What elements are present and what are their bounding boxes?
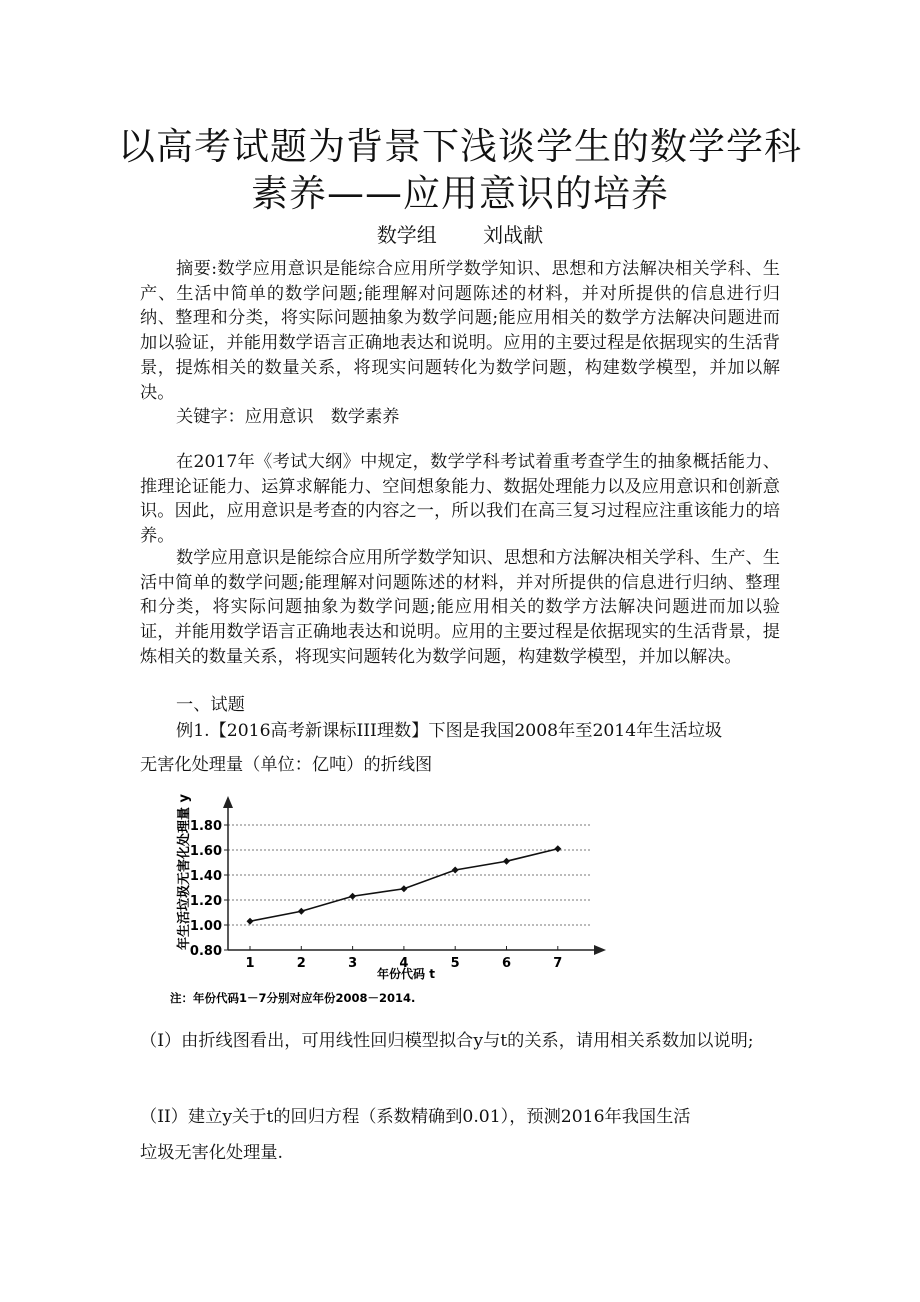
author-group: 数学组 xyxy=(376,223,437,247)
data-point xyxy=(298,908,305,915)
data-point xyxy=(452,867,459,874)
chart-note: 注：年份代码1－7分别对应年份2008－2014. xyxy=(170,991,416,1005)
title-line-1: 以高考试题为背景下浅谈学生的数学学科 xyxy=(118,125,802,168)
line-chart xyxy=(170,790,620,1015)
question-2-line-2: 垃圾无害化处理量. xyxy=(140,1143,283,1163)
x-tick-label: 2 xyxy=(296,956,306,971)
data-point xyxy=(554,845,561,852)
series-line xyxy=(250,849,558,922)
y-tick-label: 1.20 xyxy=(189,894,222,909)
data-point xyxy=(247,918,254,925)
data-point xyxy=(503,858,510,865)
section-heading: 一、试题 xyxy=(176,695,245,715)
chart-axes xyxy=(190,796,606,971)
example-1-line-1: 例1.【2016高考新课标III理数】下图是我国2008年至2014年生活垃圾 xyxy=(176,721,723,741)
example-1-line-2: 无害化处理量（单位：亿吨）的折线图 xyxy=(140,755,433,775)
y-tick-label: 1.00 xyxy=(189,919,222,934)
question-1: （I）由折线图看出，可用线性回归模型拟合y与t的关系，请用相关系数加以说明; xyxy=(140,1031,754,1051)
x-tick-label: 7 xyxy=(553,956,563,971)
x-tick-label: 5 xyxy=(450,956,460,971)
x-tick-label: 4 xyxy=(399,956,409,971)
author-name: 刘战献 xyxy=(483,223,544,247)
x-tick-label: 3 xyxy=(348,956,358,971)
data-point xyxy=(349,893,356,900)
x-axis-label: 年份代码 t xyxy=(377,967,435,981)
x-axis-arrow xyxy=(594,945,606,955)
chart-series xyxy=(247,845,562,925)
title-line-2: 素养——应用意识的培养 xyxy=(251,172,669,215)
chart-grid xyxy=(228,825,590,925)
paragraph-1: 在2017年《考试大纲》中规定，数学学科考试着重考查学生的抽象概括能力、推理论证能力、运算求解能力、空间想象能力、数据处理能力以及应用意识和创新意识。因此，应用意识是考查的内容之一，所以我们在高三复习过程应注重该能力的培养。 xyxy=(140,452,780,547)
y-tick-label: 1.60 xyxy=(189,844,222,859)
question-2-line-1: （II）建立y关于t的回归方程（系数精确到0.01），预测2016年我国生活 xyxy=(140,1107,691,1127)
y-axis-label: 年生活垃圾无害化处理量 y xyxy=(177,793,192,951)
keywords: 关键字：应用意识 数学素养 xyxy=(176,407,400,427)
paragraph-2: 数学应用意识是能综合应用所学数学知识、思想和方法解决相关学科、生产、生活中简单的数学问题;能理解对问题陈述的材料，并对所提供的信息进行归纳、整理和分类，将实际问题抽象为数学问题;能应用相关的数学方法解决问题进而加以验证，并能用数学语言正确地表达和说明。应用的主要过程是依据现实的生活背景，提炼相关的数量关系，将现实问题转化为数学问题，构建数学模型，并加以解决。 xyxy=(140,548,780,667)
y-tick-label: 1.40 xyxy=(189,869,222,884)
x-tick-label: 6 xyxy=(501,956,512,971)
y-axis-arrow xyxy=(223,796,233,808)
abstract: 摘要:数学应用意识是能综合应用所学数学知识、思想和方法解决相关学科、生产、生活中简单的数学问题;能理解对问题陈述的材料，并对所提供的信息进行归纳、整理和分类，将实际问题抽象为数学问题;能应用相关的数学方法解决问题进而加以验证，并能用数学语言正确地表达和说明。应用的主要过程是依据现实的生活背景，提炼相关的数量关系，将现实问题转化为数学问题，构建数学模型，并加以解决。 xyxy=(140,259,780,403)
x-tick-label: 1 xyxy=(245,956,255,971)
y-tick-label: 0.80 xyxy=(189,944,222,959)
y-tick-label: 1.80 xyxy=(189,819,222,834)
author-line xyxy=(0,219,920,248)
data-point xyxy=(400,885,407,892)
